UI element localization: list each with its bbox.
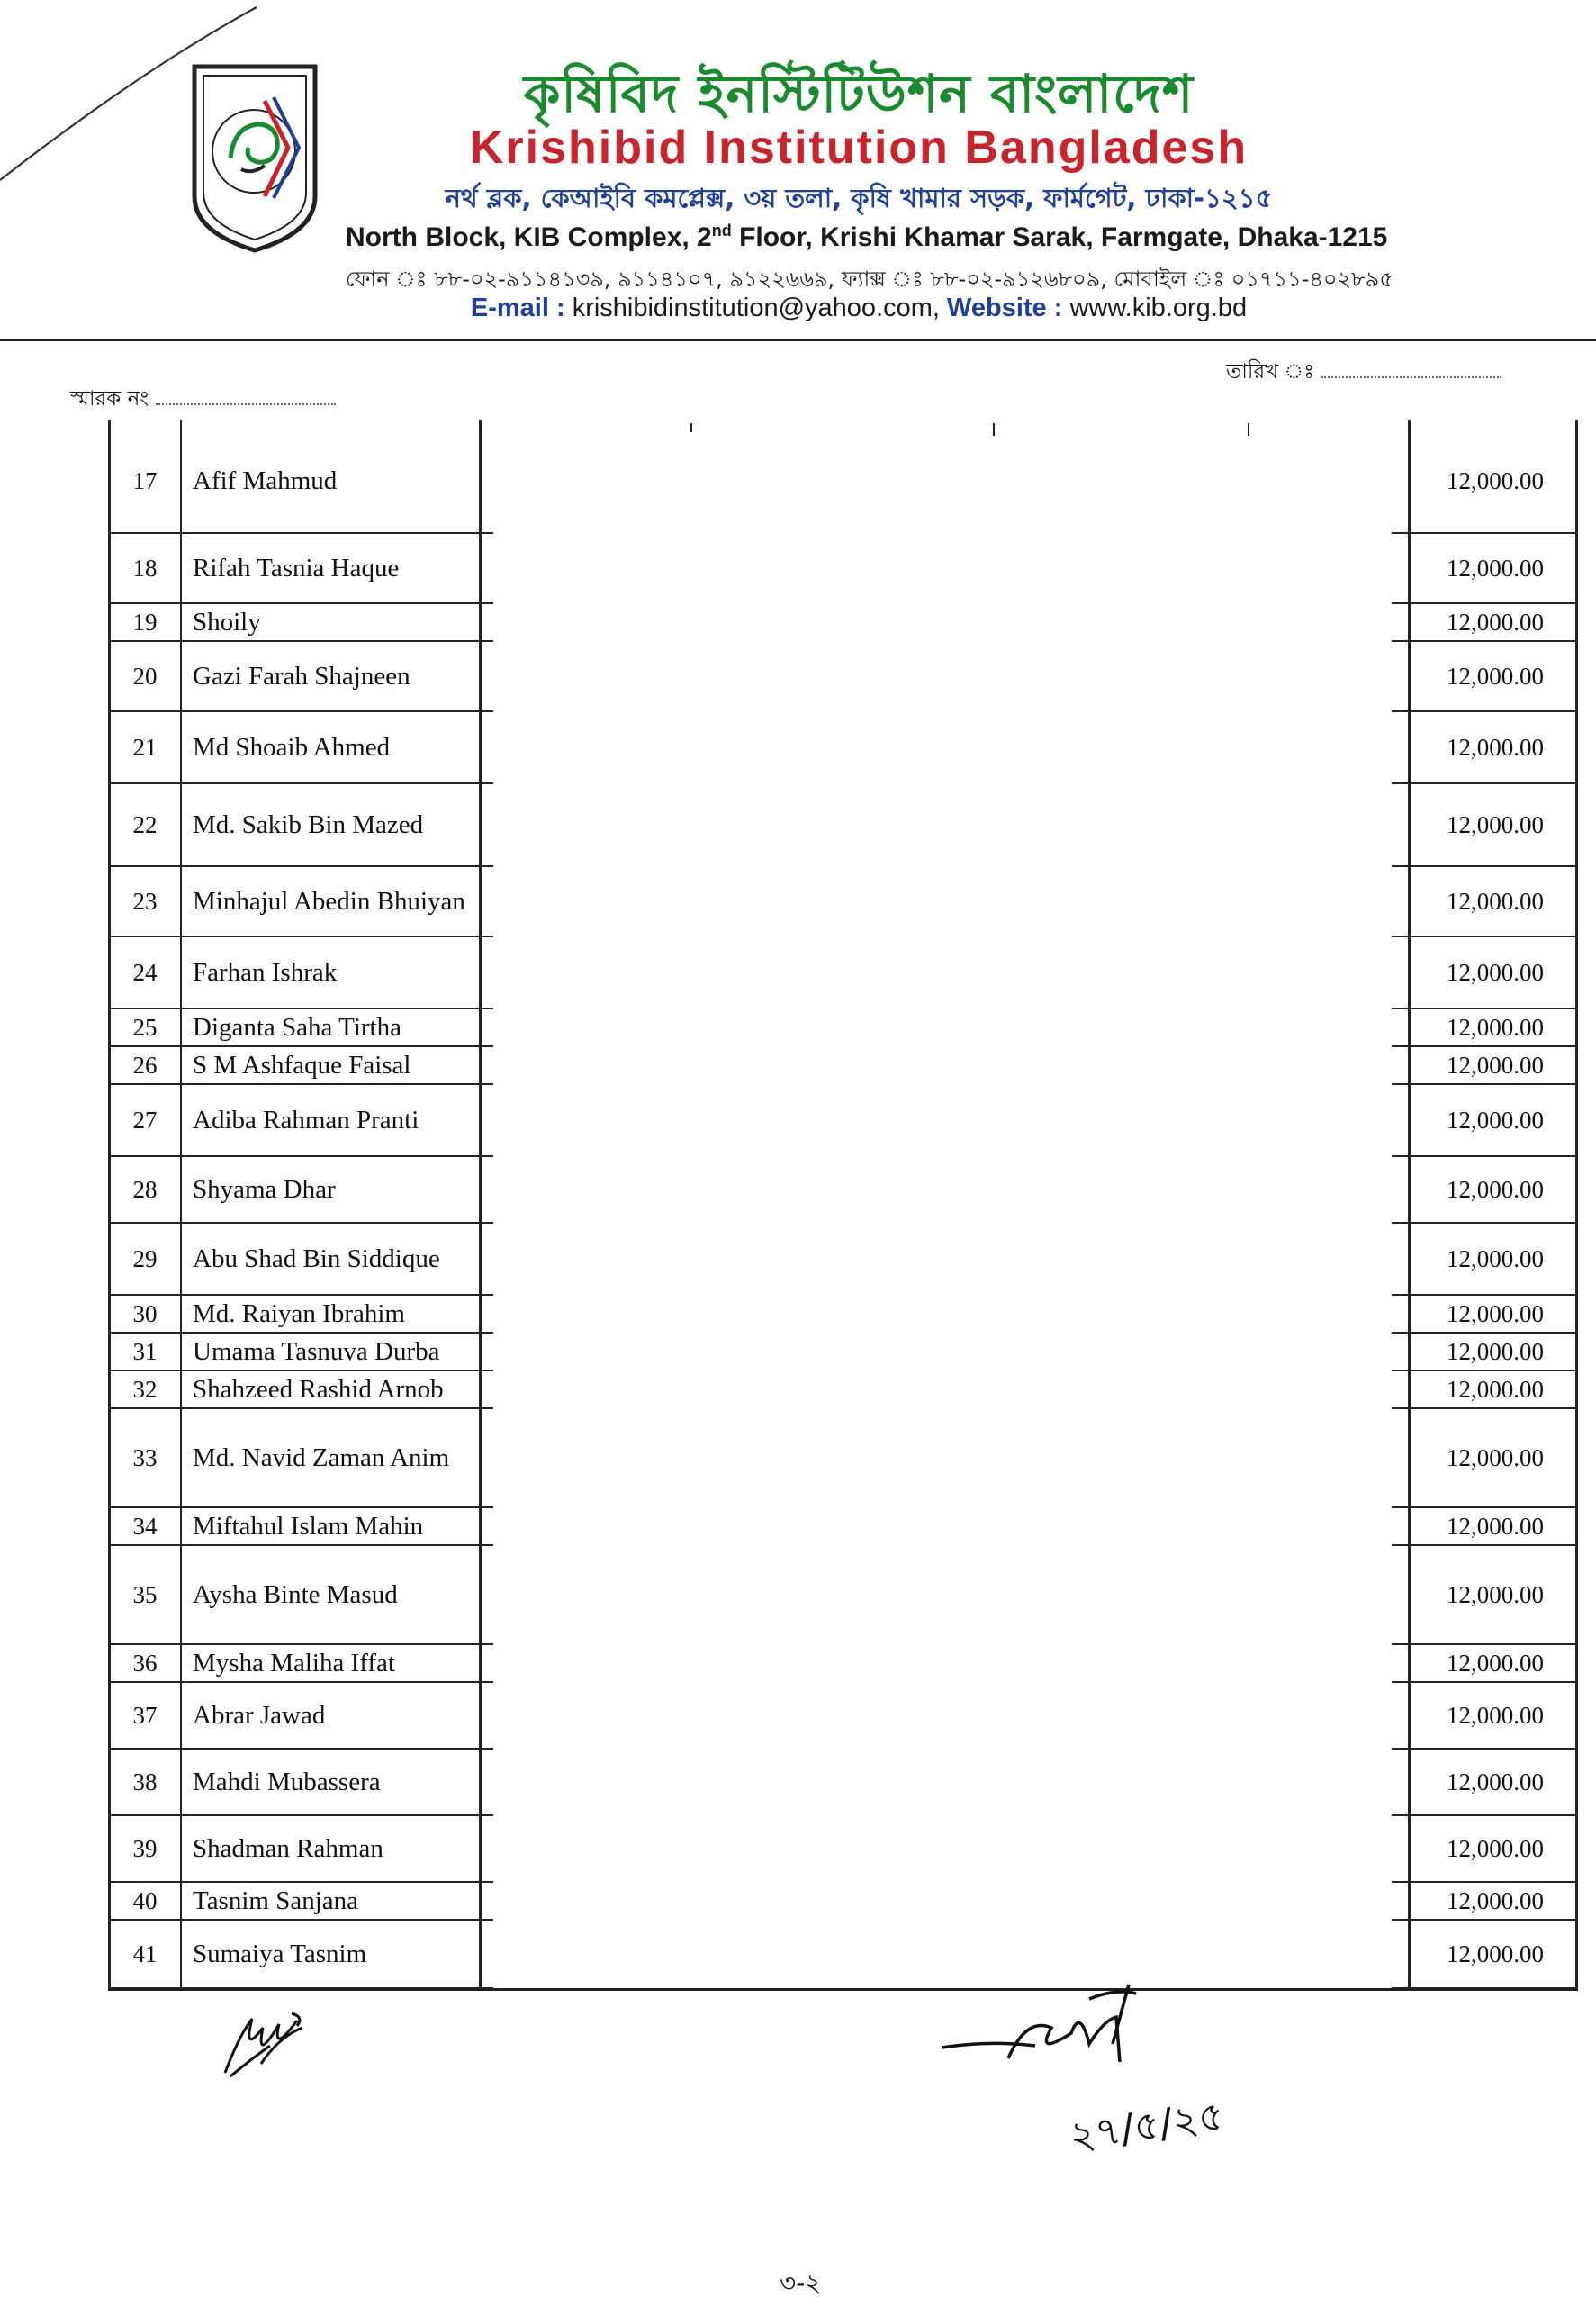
serial-number: 25 bbox=[132, 1013, 158, 1041]
table-row bbox=[110, 1682, 1576, 1749]
website-url: www.kib.org.bd bbox=[1069, 294, 1248, 322]
address-part: Floor, Krishi Khamar Sarak, Farmgate, Dhaka-1215 bbox=[731, 222, 1388, 252]
serial-number: 19 bbox=[132, 608, 158, 636]
table-row bbox=[110, 1295, 1576, 1333]
student-name: Farhan Ishrak bbox=[193, 957, 338, 987]
table-row bbox=[110, 1084, 1576, 1156]
amount: 12,000.00 bbox=[1447, 887, 1544, 915]
student-name: Sumaiya Tasnim bbox=[193, 1939, 367, 1968]
email-label: E-mail : bbox=[470, 294, 565, 322]
date-field bbox=[1226, 355, 1501, 390]
table-bottom-rule bbox=[108, 1988, 1578, 1991]
serial-number: 33 bbox=[132, 1443, 158, 1471]
serial-number: 24 bbox=[132, 958, 158, 986]
table-row bbox=[110, 533, 1576, 603]
student-name: Shoily bbox=[193, 607, 261, 637]
amount: 12,000.00 bbox=[1447, 1375, 1544, 1403]
student-name: Afif Mahmud bbox=[193, 466, 338, 495]
institution-name-bengali: কৃষিবিদ ইনস্টিটিউশন বাংলাদেশ bbox=[523, 63, 1195, 124]
amount: 12,000.00 bbox=[1447, 1175, 1544, 1203]
address-bengali: নর্থ ব্লক, কেআইবি কমপ্লেক্স, ৩য় তলা, কৃষি খামার সড়ক, ফার্মগেট, ঢাকা-১২১৫ bbox=[445, 183, 1273, 213]
serial-number: 22 bbox=[132, 810, 158, 838]
table-row bbox=[110, 1408, 1576, 1507]
amount: 12,000.00 bbox=[1447, 1443, 1544, 1471]
table-row bbox=[110, 866, 1576, 936]
student-name: Diganta Saha Tirtha bbox=[193, 1012, 401, 1042]
serial-number: 28 bbox=[132, 1175, 158, 1203]
student-name: Shahzeed Rashid Arnob bbox=[193, 1374, 444, 1404]
address-part: North Block, KIB Complex, 2 bbox=[346, 222, 712, 252]
amount: 12,000.00 bbox=[1447, 1580, 1544, 1608]
table-row bbox=[110, 936, 1576, 1008]
table-row bbox=[110, 783, 1576, 866]
amount: 12,000.00 bbox=[1447, 466, 1544, 494]
student-name: Miftahul Islam Mahin bbox=[193, 1511, 424, 1541]
serial-number: 34 bbox=[132, 1512, 158, 1540]
amount: 12,000.00 bbox=[1447, 1299, 1544, 1327]
signature-date: ২৭/৫/২৫ bbox=[1066, 2093, 1227, 2160]
student-name: Md. Navid Zaman Anim bbox=[193, 1442, 450, 1472]
date-label: তারিখ ঃ bbox=[1226, 360, 1315, 384]
amount: 12,000.00 bbox=[1447, 554, 1544, 582]
serial-number: 36 bbox=[132, 1649, 158, 1677]
serial-number: 30 bbox=[132, 1299, 158, 1327]
table-row bbox=[110, 1507, 1576, 1545]
memo-label: স্মারক নং bbox=[70, 387, 149, 411]
table-row bbox=[110, 1370, 1576, 1408]
serial-number: 20 bbox=[132, 662, 158, 690]
student-name: Adiba Rahman Pranti bbox=[193, 1105, 419, 1135]
phone-fax-mobile: ফোন ঃ ৮৮-০২-৯১১৪১৩৯, ৯১১৪১০৭, ৯১২২৬৬৯, ফ্যাক্স ঃ ৮৮-০২-৯১২৬৮০৯, মোবাইল ঃ ০১৭১১-৪০২৮৯৫ bbox=[346, 267, 1393, 292]
kib-logo bbox=[187, 61, 322, 255]
amount: 12,000.00 bbox=[1447, 1834, 1544, 1862]
table-row bbox=[110, 1156, 1576, 1223]
amount: 12,000.00 bbox=[1447, 1013, 1544, 1041]
student-name: S M Ashfaque Faisal bbox=[193, 1050, 411, 1080]
memo-blank bbox=[156, 387, 336, 405]
student-name: Shadman Rahman bbox=[193, 1833, 383, 1863]
student-name: Aysha Binte Masud bbox=[193, 1579, 398, 1609]
ordinal-suffix: nd bbox=[711, 222, 732, 240]
initial-signature bbox=[216, 2001, 315, 2082]
student-name: Md. Raiyan Ibrahim bbox=[193, 1298, 405, 1328]
amount: 12,000.00 bbox=[1447, 1886, 1544, 1914]
table-row bbox=[110, 603, 1576, 641]
table-row bbox=[110, 711, 1576, 783]
serial-number: 21 bbox=[132, 733, 158, 761]
amount: 12,000.00 bbox=[1447, 1244, 1544, 1272]
serial-number: 38 bbox=[132, 1768, 158, 1795]
table-row bbox=[110, 1223, 1576, 1295]
serial-number: 41 bbox=[132, 1940, 158, 1967]
serial-number: 40 bbox=[132, 1886, 158, 1914]
table-row bbox=[110, 1008, 1576, 1046]
amount: 12,000.00 bbox=[1447, 1337, 1544, 1365]
memo-number-field bbox=[70, 382, 336, 417]
student-name: Rifah Tasnia Haque bbox=[193, 553, 400, 583]
student-name: Md. Sakib Bin Mazed bbox=[193, 809, 424, 839]
student-name: Md Shoaib Ahmed bbox=[193, 732, 391, 762]
email-address: krishibidinstitution@yahoo.com, bbox=[572, 294, 940, 322]
table-row bbox=[110, 1882, 1576, 1920]
amount: 12,000.00 bbox=[1447, 1649, 1544, 1677]
student-name: Abu Shad Bin Siddique bbox=[193, 1243, 440, 1273]
student-name: Abrar Jawad bbox=[193, 1700, 326, 1730]
student-name: Tasnim Sanjana bbox=[193, 1885, 359, 1915]
serial-number: 29 bbox=[132, 1244, 158, 1272]
student-name: Mysha Maliha Iffat bbox=[193, 1648, 395, 1678]
amount: 12,000.00 bbox=[1447, 662, 1544, 690]
student-name: Umama Tasnuva Durba bbox=[193, 1336, 440, 1366]
amount: 12,000.00 bbox=[1447, 1768, 1544, 1795]
amount: 12,000.00 bbox=[1447, 1051, 1544, 1079]
page-number: ৩-২ bbox=[780, 2268, 822, 2298]
amount: 12,000.00 bbox=[1447, 958, 1544, 986]
serial-number: 31 bbox=[132, 1337, 158, 1365]
table-row bbox=[110, 1920, 1576, 1988]
address-english bbox=[346, 222, 1388, 253]
table-row bbox=[110, 1644, 1576, 1682]
amount: 12,000.00 bbox=[1447, 810, 1544, 838]
amount: 12,000.00 bbox=[1447, 1106, 1544, 1134]
serial-number: 27 bbox=[132, 1106, 158, 1134]
table-row bbox=[110, 1046, 1576, 1084]
institution-name-english: Krishibid Institution Bangladesh bbox=[469, 122, 1249, 174]
student-name: Shyama Dhar bbox=[193, 1174, 336, 1204]
contact-line bbox=[346, 294, 1372, 323]
student-name: Minhajul Abedin Bhuiyan bbox=[193, 886, 465, 916]
student-name: Gazi Farah Shajneen bbox=[193, 661, 410, 691]
serial-number: 18 bbox=[132, 554, 158, 582]
amount: 12,000.00 bbox=[1447, 1701, 1544, 1729]
header-divider bbox=[0, 339, 1596, 341]
amount: 12,000.00 bbox=[1447, 1940, 1544, 1967]
serial-number: 23 bbox=[132, 887, 158, 915]
serial-number: 26 bbox=[132, 1051, 158, 1079]
table-row bbox=[110, 1333, 1576, 1370]
amount: 12,000.00 bbox=[1447, 733, 1544, 761]
date-blank bbox=[1321, 360, 1501, 378]
table-row bbox=[110, 641, 1576, 711]
serial-number: 17 bbox=[132, 466, 158, 494]
table-row bbox=[110, 1815, 1576, 1882]
amount: 12,000.00 bbox=[1447, 1512, 1544, 1540]
amount: 12,000.00 bbox=[1447, 608, 1544, 636]
table-row bbox=[110, 429, 1576, 533]
student-name: Mahdi Mubassera bbox=[193, 1767, 381, 1796]
website-label: Website : bbox=[947, 294, 1063, 322]
serial-number: 32 bbox=[132, 1375, 158, 1403]
serial-number: 37 bbox=[132, 1701, 158, 1729]
serial-number: 35 bbox=[132, 1580, 158, 1608]
table-row bbox=[110, 1545, 1576, 1644]
table-row bbox=[110, 1749, 1576, 1815]
serial-number: 39 bbox=[132, 1834, 158, 1862]
